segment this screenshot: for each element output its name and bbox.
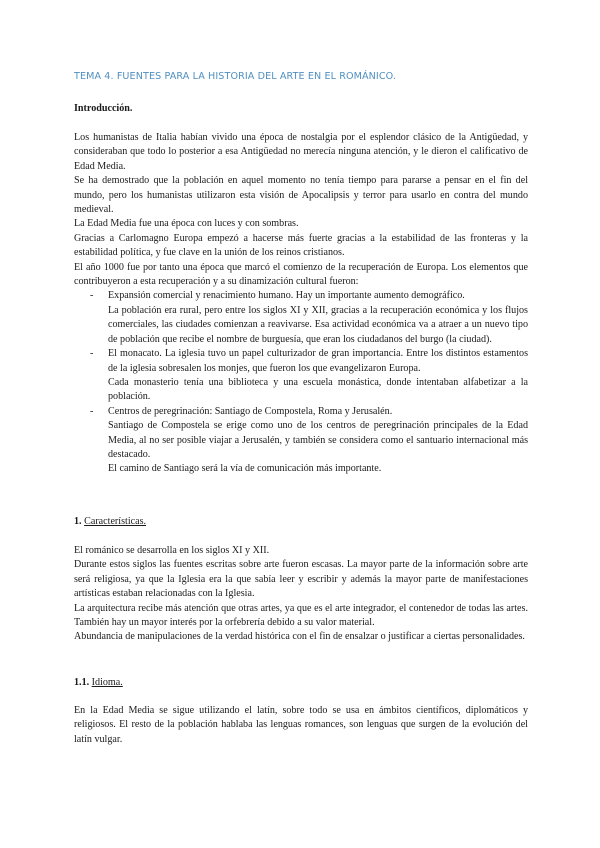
intro-section [74, 131, 528, 477]
bullet-dash: - [90, 348, 94, 360]
section-1-paragraph: Durante estos siglos las fuentes escritas sobre arte fueron escasas. La mayor parte de la información sobre arte será religiosa, ya que la Iglesia era la que sabía leer y escribir y además la mayor parte de manifestaciones artísticas estaban relacionadas con la Iglesia. [74, 559, 528, 600]
intro-paragraph: Se ha demostrado que la población en aquel momento no tenía tiempo para pararse a pensar en el fin del mundo, pero los humanistas utilizaron esta visión de Apocalipsis y terror para usarlo en contra del mundo medieval. [74, 175, 528, 216]
intro-paragraph: La Edad Media fue una época con luces y con sombras. [74, 218, 299, 230]
section-1-1-title: Idioma. [91, 677, 123, 688]
section-1-body [74, 544, 528, 645]
bullet-dash: - [90, 290, 94, 302]
section-1-1-paragraph: En la Edad Media se sigue utilizando el latín, sobre todo se usa en ámbitos científicos, diplomáticos y religiosos. El resto de la población hablaba las lenguas romances, son lenguas que surgen de la evolución del latín vulgar. [74, 705, 528, 745]
bullet-line: Santiago de Compostela se erige como uno de los centros de peregrinación principales de la Edad Media, al no ser posible viajar a Jerusalén, y también se considera como el santuario internacional más destacado. [108, 420, 528, 460]
section-1-number: 1. [74, 516, 82, 527]
document-title: TEMA 4. FUENTES PARA LA HISTORIA DEL ARTE EN EL ROMÁNICO. [74, 71, 397, 82]
bullet-line: Centros de peregrinación: Santiago de Compostela, Roma y Jerusalén. [108, 405, 393, 417]
section-1-paragraph: Abundancia de manipulaciones de la verdad histórica con el fin de ensalzar o justificar a ciertas personalidades. [74, 631, 525, 643]
section-1-heading [74, 515, 146, 529]
bullet-line: El camino de Santiago será la vía de comunicación más importante. [108, 463, 382, 475]
bullet-line: Expansión comercial y renacimiento humano. Hay un importante aumento demográfico. [108, 290, 465, 302]
intro-paragraph: Gracias a Carlomagno Europa empezó a hacerse más fuerte gracias a la estabilidad de las fronteras y la estabilidad política, y fue clave en la unión de los reinos cristianos. [74, 232, 528, 259]
bullet-line: La población era rural, pero entre los siglos XI y XII, gracias a la recuperación económica y los flujos comerciales, las ciudades comienzan a reavivarse. Esa actividad económica va a atraer a un nuevo tipo de población que recibe el nombre de burguesía, que eran los ciudadanos del burgo (la ciudad). [108, 304, 528, 345]
section-1-1-number: 1.1. [74, 677, 90, 688]
bullet-list [74, 289, 528, 476]
intro-paragraph: Los humanistas de Italia habían vivido una época de nostalgia por el esplendor clásico de la Antigüedad, y consideraban que todo lo posterior a esa Antigüedad no merecía ninguna atención, y le dieron el calificativo de Edad Media. [74, 132, 528, 172]
section-1-paragraph: La arquitectura recibe más atención que otras artes, ya que es el arte integrador, el contenedor de todas las artes. También hay un mayor interés por la orfebrería debido a su valor material. [74, 602, 528, 629]
bullet-item [74, 347, 528, 405]
bullet-line: Cada monasterio tenía una biblioteca y una escuela monástica, donde intentaban alfabetizar a la población. [108, 376, 528, 403]
section-1-1-body [74, 704, 528, 747]
intro-heading: Introducción. [74, 103, 133, 114]
bullet-line: El monacato. La iglesia tuvo un papel culturizador de gran importancia. Entre los distintos estamentos de la iglesia sobresalen los monjes, que fueron los que evangelizaron Europa. [108, 348, 528, 374]
bullet-dash: - [90, 405, 94, 417]
section-1-title: Características. [84, 516, 147, 527]
intro-paragraph: El año 1000 fue por tanto una época que marcó el comienzo de la recuperación de Europa. Los elementos que contribuyeron a esta recuperación y a su dinamización cultural fueron: [74, 261, 528, 288]
bullet-item [74, 405, 528, 477]
section-1-paragraph: El románico se desarrolla en los siglos XI y XII. [74, 545, 270, 556]
bullet-item [74, 289, 528, 347]
section-1-1-heading [74, 676, 123, 690]
